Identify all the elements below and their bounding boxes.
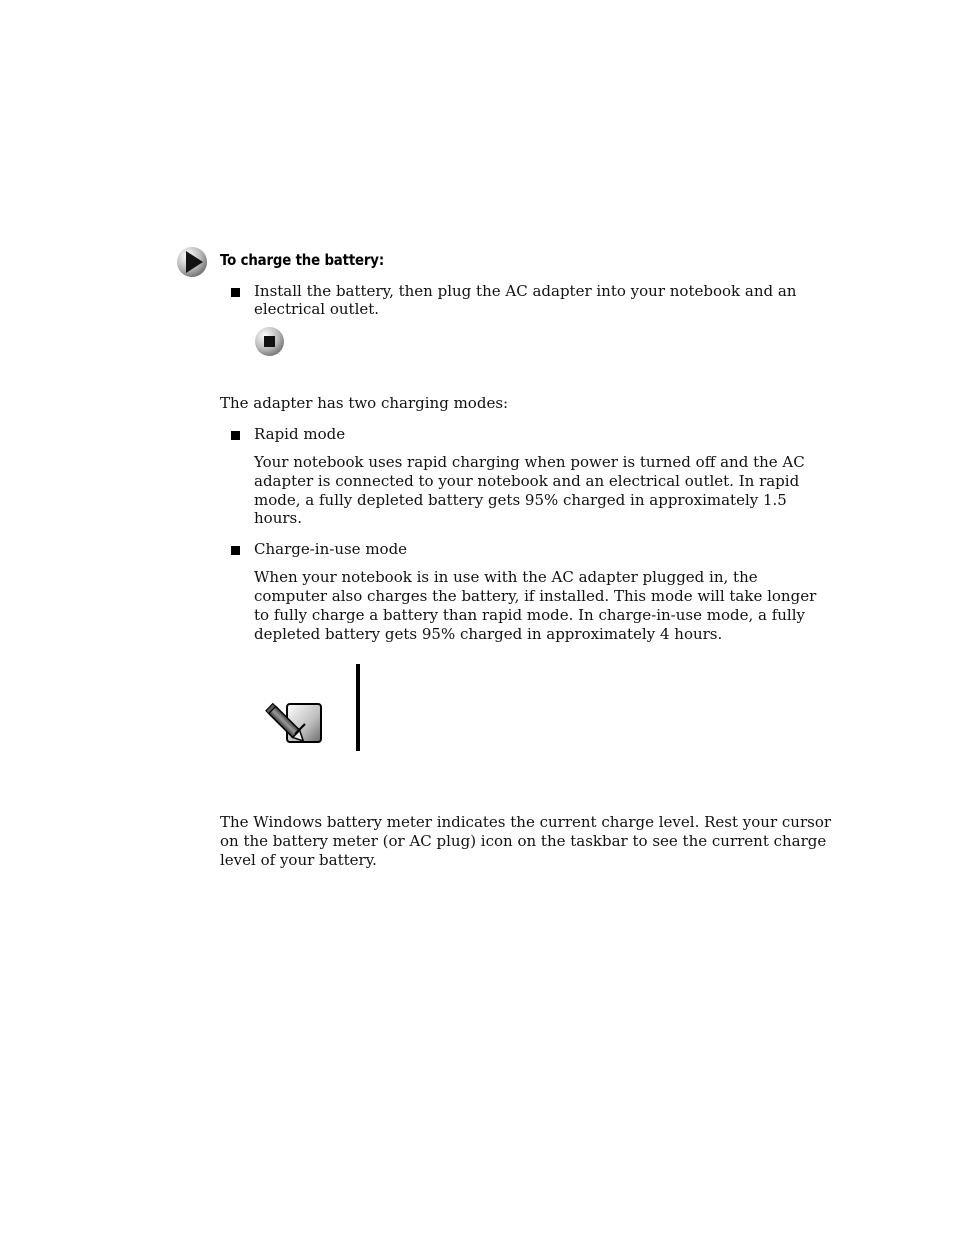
rapid-desc-line-3: mode, a fully depleted battery gets 95% charged in approximately 1.5 (254, 491, 787, 509)
rapid-desc-line-4: hours. (254, 509, 302, 527)
meter-text-line-3: level of your battery. (220, 851, 377, 869)
bullet-icon (231, 546, 240, 555)
note-pencil-icon (265, 690, 325, 746)
charge-in-use-desc-line-4: depleted battery gets 95% charged in approximately 4 hours. (254, 625, 723, 643)
charge-in-use-desc-line-3: to fully charge a battery than rapid mode. In charge-in-use mode, a fully (254, 606, 805, 624)
charge-in-use-desc-line-2: computer also charges the battery, if installed. This mode will take longer (254, 587, 817, 605)
meter-text-line-1: The Windows battery meter indicates the current charge level. Rest your cursor (220, 813, 832, 831)
bullet-icon (231, 431, 240, 440)
meter-text-line-2: on the battery meter (or AC plug) icon on the taskbar to see the current charge (220, 832, 827, 850)
step-text-line-2: electrical outlet. (254, 300, 380, 318)
note-rule (356, 664, 360, 751)
rapid-desc-line-1: Your notebook uses rapid charging when power is turned off and the AC (254, 453, 805, 471)
intro-text: The adapter has two charging modes: (220, 394, 509, 412)
mode-label-rapid: Rapid mode (254, 425, 346, 443)
procedure-heading: To charge the battery: (220, 251, 384, 269)
bullet-icon (231, 288, 240, 297)
arrow-right-icon (176, 246, 208, 278)
charge-in-use-desc-line-1: When your notebook is in use with the AC adapter plugged in, the (254, 568, 758, 586)
mode-label-charge-in-use: Charge-in-use mode (254, 540, 408, 558)
rapid-desc-line-2: adapter is connected to your notebook and an electrical outlet. In rapid (254, 472, 800, 490)
step-text-line-1: Install the battery, then plug the AC adapter into your notebook and an (254, 282, 797, 300)
stop-icon (254, 326, 285, 357)
